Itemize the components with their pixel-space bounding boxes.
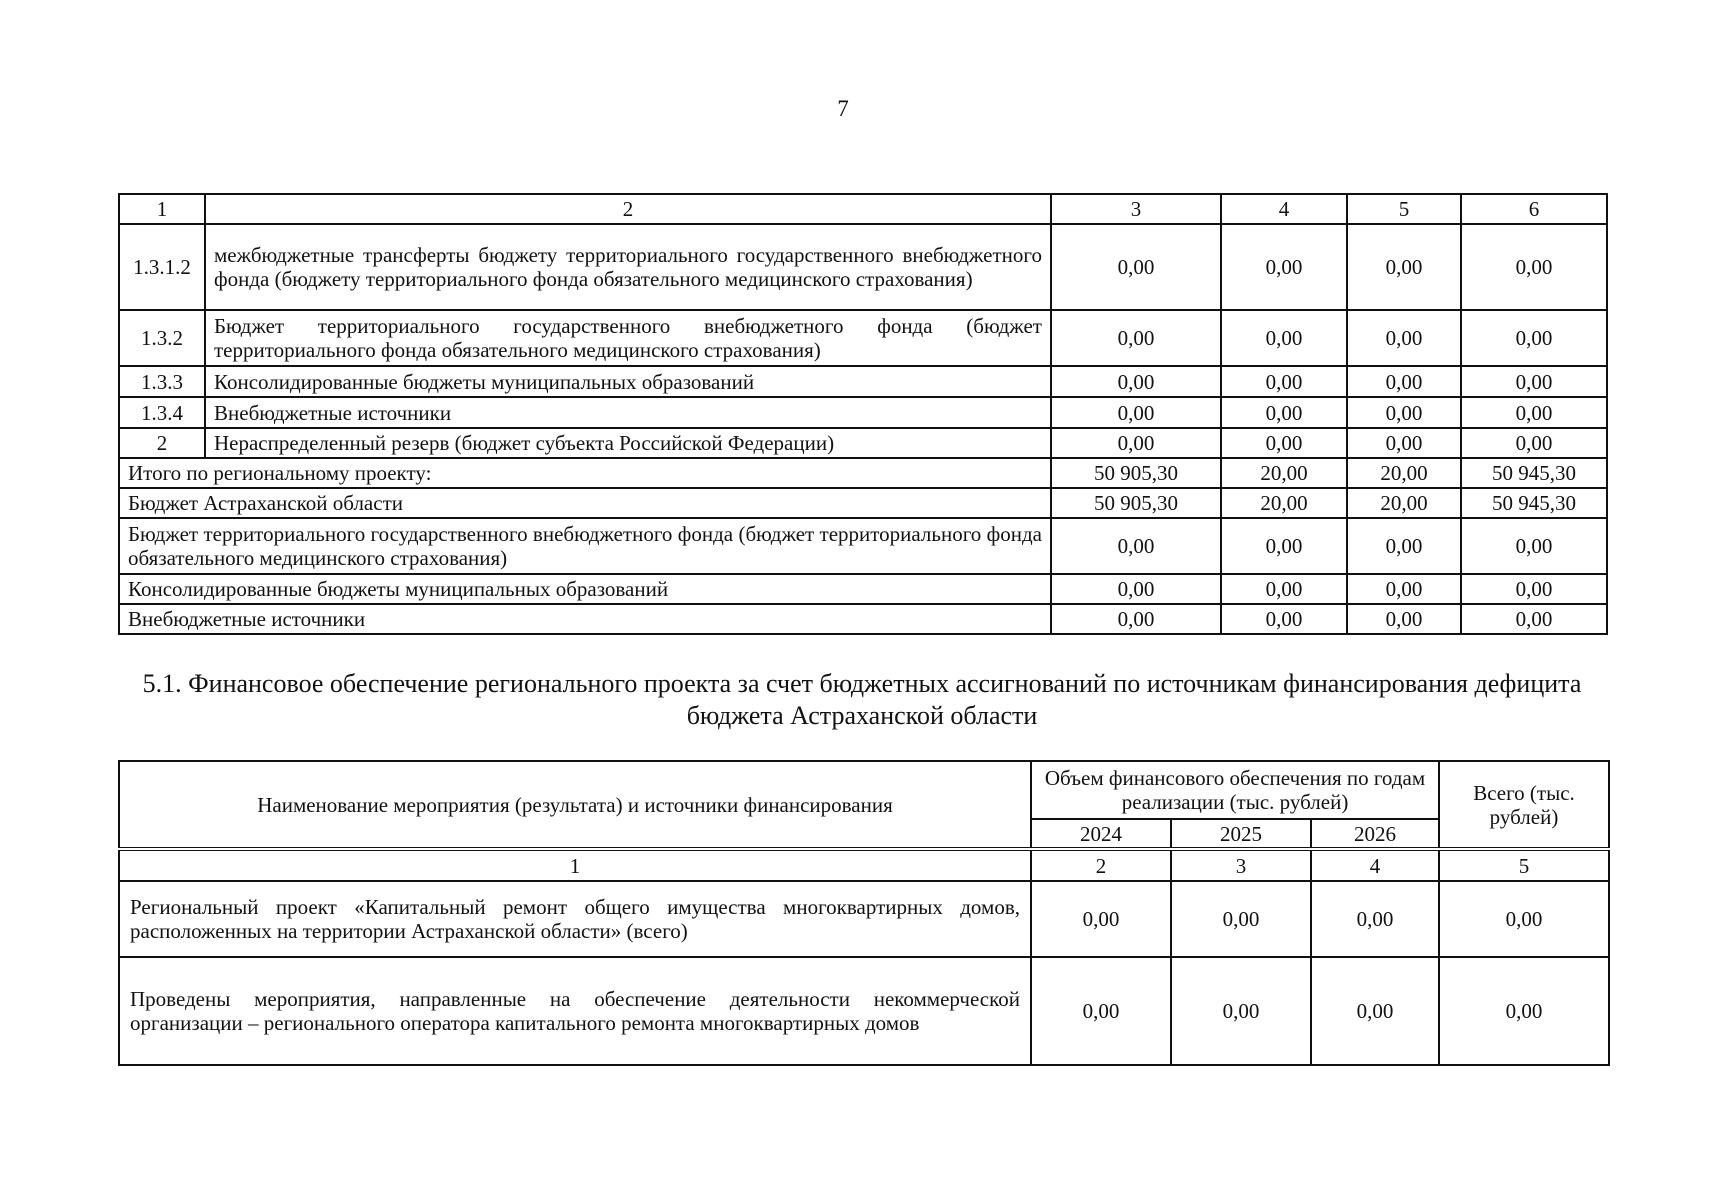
row-name: межбюджетные трансферты бюджету территориального государственного внебюджетного фонда (бюджету территориального фонда обязательного медицинского страхования)	[205, 224, 1051, 310]
value-2026: 0,00	[1347, 397, 1461, 428]
value-total: 0,00	[1439, 881, 1609, 957]
value-2025: 0,00	[1171, 881, 1311, 957]
row-name: Консолидированные бюджеты муниципальных образований	[205, 366, 1051, 397]
name-column-header: Наименование мероприятия (результата) и источники финансирования	[119, 761, 1031, 849]
total-column-header: Всего (тыс. рублей)	[1439, 761, 1609, 849]
value-2026: 0,00	[1347, 604, 1461, 634]
value-2025: 0,00	[1221, 428, 1347, 458]
year-header: 2024	[1031, 819, 1171, 849]
value-2024: 0,00	[1051, 397, 1221, 428]
value-2026: 20,00	[1347, 488, 1461, 518]
value-2024: 0,00	[1051, 310, 1221, 366]
column-number: 5	[1347, 194, 1461, 224]
column-number-row	[119, 849, 1609, 881]
value-2024: 0,00	[1051, 366, 1221, 397]
value-total: 0,00	[1461, 397, 1607, 428]
value-total: 0,00	[1439, 957, 1609, 1065]
value-2026: 0,00	[1347, 518, 1461, 574]
value-2025: 20,00	[1221, 458, 1347, 488]
column-number: 2	[205, 194, 1051, 224]
value-2024: 0,00	[1051, 428, 1221, 458]
value-2025: 0,00	[1221, 224, 1347, 310]
value-2025: 0,00	[1171, 957, 1311, 1065]
value-2026: 0,00	[1347, 310, 1461, 366]
row-number: 1.3.1.2	[119, 224, 205, 310]
value-2025: 0,00	[1221, 397, 1347, 428]
table-row	[119, 957, 1609, 1065]
table-row	[119, 366, 1607, 397]
row-name: Проведены мероприятия, направленные на обеспечение деятельности некоммерческой организации – регионального оператора капитального ремонта многоквартирных домов	[119, 957, 1031, 1065]
totals-row	[119, 458, 1607, 488]
column-number: 2	[1031, 849, 1171, 881]
value-total: 0,00	[1461, 574, 1607, 604]
row-name: Бюджет территориального государственного внебюджетного фонда (бюджет территориального фонда обязательного медицинского страхования)	[205, 310, 1051, 366]
value-2026: 0,00	[1347, 224, 1461, 310]
value-2026: 20,00	[1347, 458, 1461, 488]
totals-row	[119, 488, 1607, 518]
row-name: Региональный проект «Капитальный ремонт общего имущества многоквартирных домов, расположенных на территории Астраханской области» (всего)	[119, 881, 1031, 957]
deficit-financing-table	[118, 760, 1610, 1066]
value-total: 0,00	[1461, 604, 1607, 634]
value-total: 0,00	[1461, 428, 1607, 458]
value-total: 0,00	[1461, 518, 1607, 574]
column-number: 4	[1221, 194, 1347, 224]
totals-row	[119, 604, 1607, 634]
year-header: 2026	[1311, 819, 1439, 849]
table-row	[119, 428, 1607, 458]
value-2024: 50 905,30	[1051, 488, 1221, 518]
column-number: 4	[1311, 849, 1439, 881]
table-row	[119, 310, 1607, 366]
value-2024: 0,00	[1051, 604, 1221, 634]
row-number: 2	[119, 428, 205, 458]
value-2025: 0,00	[1221, 518, 1347, 574]
row-number: 1.3.3	[119, 366, 205, 397]
value-2025: 20,00	[1221, 488, 1347, 518]
column-number: 1	[119, 849, 1031, 881]
value-total: 50 945,30	[1461, 458, 1607, 488]
totals-name: Консолидированные бюджеты муниципальных образований	[119, 574, 1051, 604]
value-2026: 0,00	[1347, 428, 1461, 458]
column-number: 6	[1461, 194, 1607, 224]
column-number: 3	[1051, 194, 1221, 224]
value-total: 0,00	[1461, 310, 1607, 366]
totals-name: Бюджет Астраханской области	[119, 488, 1051, 518]
section-title: 5.1. Финансовое обеспечение регионального проекта за счет бюджетных ассигнований по источникам финансирования дефицита бюджета Астраханской области	[142, 669, 1582, 730]
header-row	[119, 761, 1609, 819]
column-number: 3	[1171, 849, 1311, 881]
value-2024: 0,00	[1051, 574, 1221, 604]
row-number: 1.3.4	[119, 397, 205, 428]
row-number: 1.3.2	[119, 310, 205, 366]
column-number: 1	[119, 194, 205, 224]
value-2024: 0,00	[1051, 518, 1221, 574]
value-2025: 0,00	[1221, 310, 1347, 366]
table-row	[119, 397, 1607, 428]
value-2026: 0,00	[1311, 881, 1439, 957]
value-2026: 0,00	[1311, 957, 1439, 1065]
year-header: 2025	[1171, 819, 1311, 849]
row-name: Внебюджетные источники	[205, 397, 1051, 428]
value-2025: 0,00	[1221, 366, 1347, 397]
totals-name: Внебюджетные источники	[119, 604, 1051, 634]
value-2024: 50 905,30	[1051, 458, 1221, 488]
totals-name: Бюджет территориального государственного внебюджетного фонда (бюджет территориального фонда обязательного медицинского страхования)	[119, 518, 1051, 574]
value-2025: 0,00	[1221, 604, 1347, 634]
row-name: Нераспределенный резерв (бюджет субъекта Российской Федерации)	[205, 428, 1051, 458]
totals-row	[119, 574, 1607, 604]
table-row	[119, 881, 1609, 957]
page-number: 7	[837, 96, 849, 121]
value-total: 0,00	[1461, 366, 1607, 397]
value-total: 50 945,30	[1461, 488, 1607, 518]
value-2026: 0,00	[1347, 574, 1461, 604]
volume-header: Объем финансового обеспечения по годам реализации (тыс. рублей)	[1031, 761, 1439, 819]
budget-table	[118, 193, 1608, 635]
value-2024: 0,00	[1051, 224, 1221, 310]
value-total: 0,00	[1461, 224, 1607, 310]
value-2024: 0,00	[1031, 957, 1171, 1065]
value-2025: 0,00	[1221, 574, 1347, 604]
table-row	[119, 224, 1607, 310]
value-2024: 0,00	[1031, 881, 1171, 957]
column-number: 5	[1439, 849, 1609, 881]
totals-row	[119, 518, 1607, 574]
totals-name: Итого по региональному проекту:	[119, 458, 1051, 488]
value-2026: 0,00	[1347, 366, 1461, 397]
column-number-row	[119, 194, 1607, 224]
